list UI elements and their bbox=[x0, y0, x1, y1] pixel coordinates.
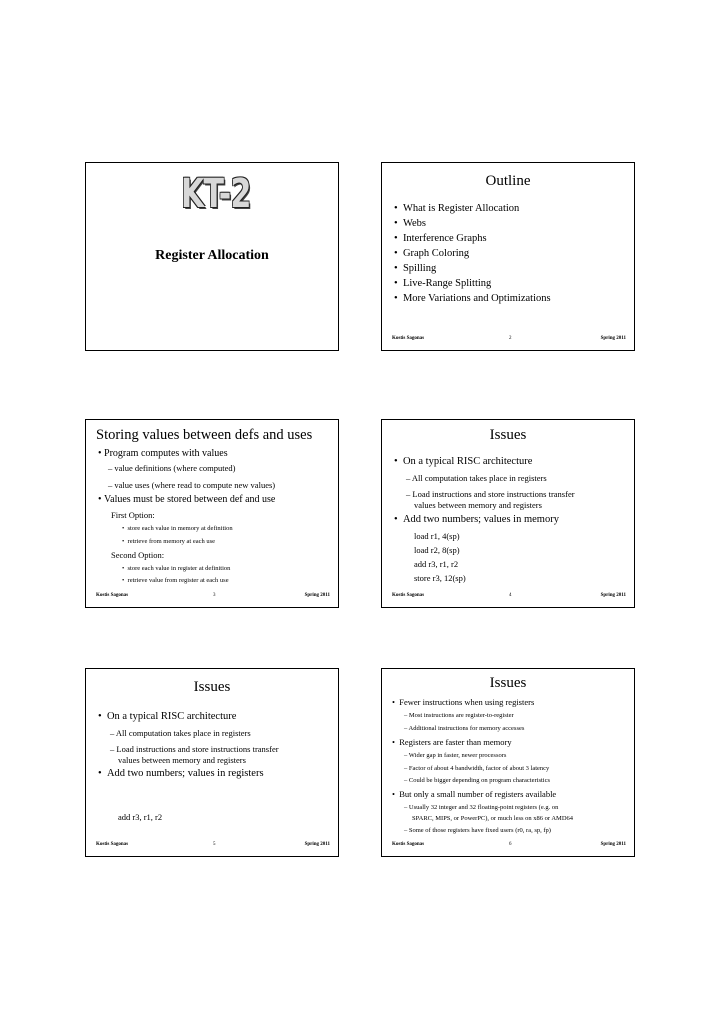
list-item: • store each value in memory at definition bbox=[122, 525, 233, 532]
slide-footer bbox=[392, 593, 626, 603]
slide-footer bbox=[96, 842, 330, 852]
footer-author: Kostis Sagonas bbox=[392, 842, 425, 847]
list-item: – All computation takes place in registers bbox=[406, 473, 547, 483]
list-item: – All computation takes place in registers bbox=[110, 728, 251, 738]
list-item: • Live-Range Splitting bbox=[394, 278, 492, 289]
list-item: – Load instructions and store instructions transfer bbox=[110, 744, 279, 754]
slide-title: Register Allocation bbox=[155, 248, 269, 263]
code-line: load r2, 8(sp) bbox=[414, 545, 460, 555]
code-line: add r3, r1, r2 bbox=[118, 812, 163, 822]
footer-term: Spring 2011 bbox=[600, 593, 626, 598]
footer-term: Spring 2011 bbox=[600, 336, 626, 341]
list-item: • store each value in register at definition bbox=[122, 565, 231, 572]
list-item: values between memory and registers bbox=[118, 755, 246, 765]
slide-footer bbox=[392, 842, 626, 852]
list-item: • Add two numbers; values in memory bbox=[394, 514, 559, 525]
list-item: • More Variations and Optimizations bbox=[394, 293, 551, 304]
slide-2 bbox=[381, 162, 635, 351]
list-item: – Some of those registers have fixed users (r0, ra, sp, fp) bbox=[404, 827, 551, 834]
list-item: SPARC, MIPS, or PowerPC), or much less on x86 or AMD64 bbox=[412, 815, 574, 822]
list-item: – Most instructions are register-to-register bbox=[404, 712, 514, 719]
footer-author: Kostis Sagonas bbox=[392, 336, 425, 341]
code-line: load r1, 4(sp) bbox=[414, 531, 460, 541]
list-item: – value definitions (where computed) bbox=[108, 463, 236, 473]
list-item: • retrieve from memory at each use bbox=[122, 538, 216, 545]
list-item: – Could be bigger depending on program characteristics bbox=[404, 777, 551, 784]
slide-3 bbox=[85, 419, 339, 608]
list-item: • Interference Graphs bbox=[394, 233, 487, 244]
footer-term: Spring 2011 bbox=[304, 593, 330, 598]
footer-author: Kostis Sagonas bbox=[96, 593, 129, 598]
slide-title: Issues bbox=[489, 675, 527, 691]
list-item: – Usually 32 integer and 32 floating-point registers (e.g. on bbox=[404, 804, 559, 811]
footer-page-number: 4 bbox=[509, 593, 512, 598]
list-item: – Additional instructions for memory accesses bbox=[404, 725, 525, 732]
code-line: store r3, 12(sp) bbox=[414, 573, 466, 583]
slide-5 bbox=[85, 668, 339, 857]
footer-page-number: 2 bbox=[509, 336, 512, 341]
list-item: • Values must be stored between def and use bbox=[98, 494, 276, 505]
slide-title: Issues bbox=[489, 427, 527, 443]
slide-footer bbox=[96, 593, 330, 603]
list-item: • What is Register Allocation bbox=[394, 203, 520, 214]
list-item: – Load instructions and store instructions transfer bbox=[406, 489, 575, 499]
list-item: • Registers are faster than memory bbox=[392, 737, 512, 747]
slide-title: Storing values between defs and uses bbox=[96, 427, 313, 443]
list-item: • Spilling bbox=[394, 263, 437, 274]
footer-page-number: 5 bbox=[213, 842, 216, 847]
footer-term: Spring 2011 bbox=[304, 842, 330, 847]
footer-page-number: 3 bbox=[213, 593, 216, 598]
list-item: • Fewer instructions when using registers bbox=[392, 697, 535, 707]
list-item: • On a typical RISC architecture bbox=[394, 456, 533, 467]
footer-page-number: 6 bbox=[509, 842, 512, 847]
slide-footer bbox=[392, 336, 626, 346]
course-logo: KT-2 bbox=[181, 171, 251, 217]
code-line: add r3, r1, r2 bbox=[414, 559, 459, 569]
list-item: Second Option: bbox=[111, 550, 165, 560]
list-item: • retrieve value from register at each use bbox=[122, 577, 229, 584]
list-item: First Option: bbox=[111, 510, 155, 520]
slide-6 bbox=[381, 668, 635, 857]
slide-title: Outline bbox=[485, 173, 531, 189]
list-item: • Graph Coloring bbox=[394, 248, 470, 259]
list-item: – value uses (where read to compute new values) bbox=[108, 480, 276, 490]
list-item: • Webs bbox=[394, 218, 427, 229]
slide-1 bbox=[85, 162, 339, 351]
list-item: – Factor of about 4 bandwidth, factor of about 3 latency bbox=[404, 765, 550, 772]
slide-title: Issues bbox=[193, 679, 231, 695]
footer-author: Kostis Sagonas bbox=[96, 842, 129, 847]
footer-author: Kostis Sagonas bbox=[392, 593, 425, 598]
list-item: • Add two numbers; values in registers bbox=[98, 768, 264, 779]
list-item: • On a typical RISC architecture bbox=[98, 711, 237, 722]
list-item: • Program computes with values bbox=[98, 448, 228, 459]
footer-term: Spring 2011 bbox=[600, 842, 626, 847]
list-item: values between memory and registers bbox=[414, 500, 542, 510]
list-item: • But only a small number of registers available bbox=[392, 789, 557, 799]
list-item: – Wider gap in faster, newer processors bbox=[404, 752, 507, 759]
slide-4 bbox=[381, 419, 635, 608]
